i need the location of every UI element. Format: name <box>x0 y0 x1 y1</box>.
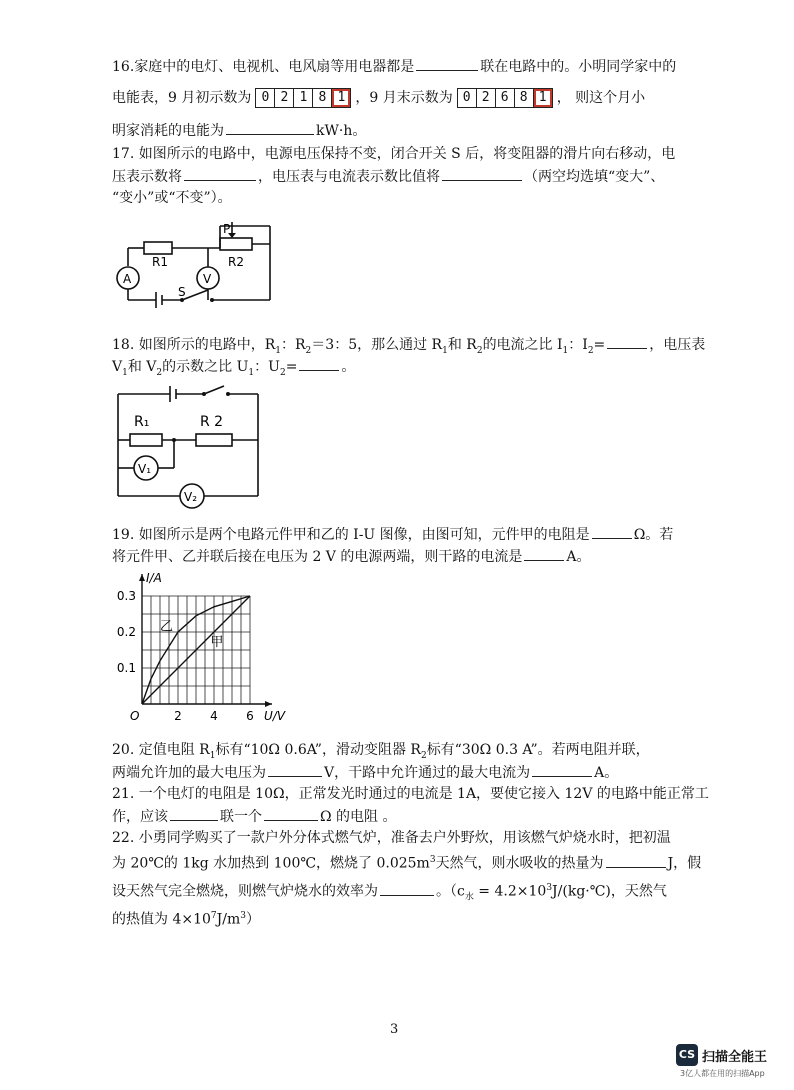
meter-reading-start <box>255 88 351 108</box>
superscript: 3 <box>429 855 436 865</box>
q18-text: ＝3：5，那么通过 R <box>311 337 443 353</box>
q19-line2 <box>112 546 591 567</box>
meter-digit: 2 <box>275 89 294 107</box>
q22-line4 <box>112 906 260 930</box>
q22-line3 <box>112 878 667 907</box>
q21-line1 <box>112 784 709 804</box>
meter-digit: 1 <box>294 89 313 107</box>
q19-text: 将元件甲、乙并联后接在电压为 2 V 的电源两端，则干路的电流是 <box>112 549 523 565</box>
subscript: 1 <box>209 750 216 761</box>
q22-text: J/m <box>216 911 241 928</box>
q22-text: 设天然气完全燃烧，则燃气炉烧水的效率为 <box>112 883 378 900</box>
q18-circuit-diagram <box>112 384 272 510</box>
q22-text: 天然气，则水吸收的热量为 <box>435 855 604 872</box>
subscript: 1 <box>122 367 128 378</box>
q20-text: A。 <box>594 765 619 781</box>
subscript: 1 <box>562 345 569 356</box>
subscript: 1 <box>248 367 255 378</box>
scanner-watermark <box>676 1044 786 1080</box>
x-tick-label: 2 <box>174 709 182 723</box>
answer-blank[interactable] <box>607 334 647 349</box>
q19-text: Ω。若 <box>633 527 674 543</box>
answer-blank[interactable] <box>264 806 318 821</box>
q17-text: “变小”或“不变”）。 <box>112 190 232 206</box>
meter-reading-end <box>457 88 553 108</box>
q17-text: （两空均选填“变大”、 <box>524 169 665 185</box>
meter-digit: 8 <box>313 89 332 107</box>
q22-text: = 4.2×10 <box>473 883 547 900</box>
camscanner-logo-icon: CS <box>676 1044 698 1066</box>
slider-label: P <box>223 222 231 236</box>
meter-digit: 0 <box>256 89 275 107</box>
q17-text: 压表示数将 <box>112 169 182 185</box>
v1-label: V₁ <box>138 462 152 476</box>
q18-text: = <box>593 337 606 353</box>
q19-line1 <box>112 524 673 545</box>
q18-text: 18. 如图所示的电路中，R <box>112 337 276 353</box>
q18-text: 和 R <box>447 337 477 353</box>
q18-text: 的示数之比 U <box>162 359 249 375</box>
x-axis-label: U/V <box>264 709 286 723</box>
x-tick-label: 4 <box>210 709 218 723</box>
subscript: 2 <box>305 345 312 356</box>
q16-text: 16.家庭中的电灯、电视机、电风扇等用电器都是 <box>112 59 415 75</box>
q22-line1 <box>112 828 671 848</box>
ammeter-label: A <box>123 272 132 286</box>
q18-line2 <box>112 356 355 383</box>
superscript: 3 <box>240 911 246 921</box>
subscript: 1 <box>275 345 281 356</box>
meter-digit: 6 <box>496 89 515 107</box>
watermark-title: 扫描全能王 <box>702 1050 768 1065</box>
answer-blank[interactable] <box>184 166 256 181</box>
answer-blank[interactable] <box>524 546 564 561</box>
x-tick-label: 6 <box>246 709 254 723</box>
q19-text: A。 <box>566 549 591 565</box>
q20-line2 <box>112 762 618 783</box>
q18-text: 。 <box>341 359 356 375</box>
q22-text: J，假 <box>667 855 702 872</box>
q16-text: 联在电路中的。小明同学家中的 <box>480 59 677 75</box>
q21-line2 <box>112 806 397 827</box>
q16-line3 <box>112 120 366 141</box>
answer-blank[interactable] <box>592 524 632 539</box>
q16-line1 <box>112 56 676 77</box>
subscript: 2 <box>279 367 286 378</box>
q17-circuit-diagram <box>112 218 282 318</box>
q22-text: J/(kg·℃)，天然气 <box>552 883 667 900</box>
superscript: 3 <box>546 883 553 893</box>
r1-label: R1 <box>152 255 168 269</box>
meter-decimal-digit: 1 <box>534 89 552 107</box>
switch-label: S <box>178 285 186 299</box>
q17-line3 <box>112 188 232 208</box>
answer-blank[interactable] <box>299 356 339 371</box>
q18-text: 和 V <box>127 359 157 375</box>
meter-digit: 2 <box>477 89 496 107</box>
q19-text: 19. 如图所示是两个电路元件甲和乙的 I-U 图像，由图可知，元件甲的电阻是 <box>112 527 590 543</box>
q18-text: ：U <box>254 359 280 375</box>
q21-text: 作，应该 <box>112 809 168 825</box>
answer-blank[interactable] <box>442 166 522 181</box>
q16-text: ，9 月末示数为 <box>355 90 453 106</box>
subscript: 2 <box>420 750 427 761</box>
page-number: 3 <box>390 1022 399 1037</box>
answer-blank[interactable] <box>226 120 314 135</box>
q21-text: 21. 一个电灯的电阻是 10Ω，正常发光时通过的电流是 1A，要使它接入 12V 的电路中能正常工 <box>112 786 709 802</box>
q22-text: 的热值为 4×10 <box>112 911 211 928</box>
q20-text: V，干路中允许通过的最大电流为 <box>324 765 531 781</box>
origin-label: O <box>130 709 140 723</box>
watermark-subtitle: 3亿人都在用的扫描App <box>680 1069 765 1078</box>
v2-label: V₂ <box>184 490 198 504</box>
q21-text: Ω 的电阻 。 <box>320 809 397 825</box>
x-axis-arrow-icon <box>265 701 272 707</box>
meter-digit: 8 <box>515 89 534 107</box>
subscript: 2 <box>476 345 483 356</box>
q18-text: ：R <box>281 337 306 353</box>
y-axis-arrow-icon <box>139 574 145 581</box>
q18-text: ，电压表 <box>649 337 706 353</box>
q16-text: kW·h。 <box>316 123 367 139</box>
voltmeter-label: V <box>203 272 212 286</box>
subscript: 1 <box>442 345 448 356</box>
q17-line1 <box>112 144 675 164</box>
q20-text: 两端允许加的最大电压为 <box>112 765 266 781</box>
meter-decimal-digit: 1 <box>332 89 350 107</box>
q20-text: 标有“30Ω 0.3 A”。若两电阻并联， <box>426 742 650 758</box>
q16-text: 电能表，9 月初示数为 <box>112 90 252 106</box>
q18-text: V <box>112 359 123 375</box>
answer-blank[interactable] <box>606 853 666 868</box>
r2-label: R 2 <box>200 414 224 430</box>
subscript: 水 <box>464 892 474 903</box>
subscript: 2 <box>587 345 594 356</box>
series-label-yi: 乙 <box>160 619 174 635</box>
y-axis-label: I/A <box>146 571 162 585</box>
superscript: 7 <box>210 911 217 921</box>
q22-text: 。（c <box>436 883 465 900</box>
q18-text: = <box>285 359 298 375</box>
answer-blank[interactable] <box>532 762 592 777</box>
q22-text: 为 20℃的 1kg 水加热到 100℃，燃烧了 0.025m <box>112 855 430 872</box>
q18-text: ：I <box>568 337 588 353</box>
q17-text: ，电压表与电流表示数比值将 <box>258 169 440 185</box>
q18-text: 的电流之比 I <box>482 337 563 353</box>
y-tick-label: 0.3 <box>116 589 136 603</box>
q20-text: 标有“10Ω 0.6A”，滑动变阻器 R <box>215 742 421 758</box>
y-tick-label: 0.1 <box>116 661 136 675</box>
answer-blank[interactable] <box>170 806 218 821</box>
q22-text: 22. 小勇同学购买了一款户外分体式燃气炉，准备去户外野炊，用该燃气炉烧水时，把初温 <box>112 830 671 846</box>
answer-blank[interactable] <box>380 881 434 896</box>
r2-label: R2 <box>228 255 244 269</box>
iu-graph <box>112 571 302 724</box>
q16-text: ， 则这个月小 <box>556 90 646 106</box>
q22-text: ） <box>245 911 260 928</box>
subscript: 2 <box>156 367 163 378</box>
y-tick-label: 0.2 <box>116 625 136 639</box>
answer-blank[interactable] <box>416 56 478 71</box>
answer-blank[interactable] <box>268 762 322 777</box>
q16-line2 <box>112 88 645 108</box>
series-label-jia: 甲 <box>210 635 224 650</box>
r1-label: R₁ <box>134 414 150 430</box>
q17-line2 <box>112 166 664 187</box>
q16-text: 明家消耗的电能为 <box>112 123 224 139</box>
meter-digit: 0 <box>458 89 477 107</box>
q22-line2 <box>112 850 701 874</box>
q20-text: 20. 定值电阻 R <box>112 742 210 758</box>
q17-text: 17. 如图所示的电路中，电源电压保持不变，闭合开关 S 后，将变阻器的滑片向右移动，电 <box>112 146 676 162</box>
q21-text: 联一个 <box>220 809 262 825</box>
